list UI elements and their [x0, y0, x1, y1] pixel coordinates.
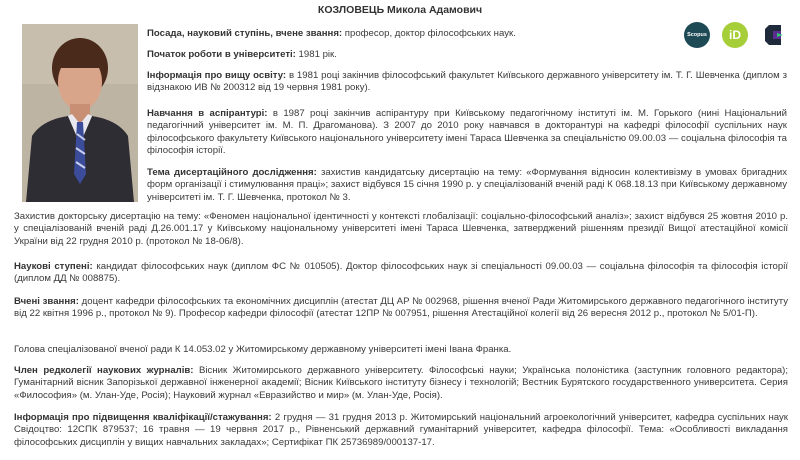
block-label: Інформація про підвищення кваліфікації/стажування:	[14, 412, 272, 423]
info-block-postgraduate	[147, 108, 787, 157]
block-text: кандидат філософських наук (диплом ФС № 010505). Доктор філософських наук зі спеціальності 09.00.03 — соціальна філософія та філософія історії (диплом ДД № 008875).	[14, 261, 788, 285]
block-label: Навчання в аспірантурі:	[147, 108, 268, 119]
block-text: захистив кандидатську дисертацію на тему: «Формування відносин колективізму в умовах бригадних форм організації і стимулювання праці»; захист відбувся 15 січня 1990 р. у спеціалізованій вченій раді К 068.18.13 при Київському державному університеті ім. Т. Г. Шевченка, протокол № 3.	[147, 167, 787, 203]
block-text: в 1981 році закінчив філософський факультет Київського державного університету ім. Т. Г. Шевченка (диплом з відзнакою ИВ № 200312 від 19 червня 1981 року).	[147, 70, 787, 94]
block-text: 1981 рік.	[295, 49, 337, 60]
block-text: Захистив докторську дисертацію на тему: «Феномен національної ідентичності у контексті глобалізації: соціально-філософський аналіз»; захист відбувся 25 жовтня 2010 р. у спеціалізованій вченій раді Д.26.001.17 у Київському національному університеті імені Тараса Шевченка, затверджений рішенням президії Вищої атестаційної комісії України від 22 грудня 2010 р. (протокол № 18-06/8).	[14, 211, 788, 247]
info-block-titles	[14, 296, 788, 321]
info-block-position	[147, 28, 787, 40]
info-block-degrees	[14, 261, 788, 286]
portrait-photo	[22, 24, 138, 202]
orcid-label: iD	[729, 28, 741, 42]
info-block-education	[147, 70, 787, 95]
info-block-dissertation	[147, 167, 787, 204]
info-block-doctoral	[14, 211, 788, 248]
info-block-start	[147, 49, 787, 61]
block-label: Наукові ступені:	[14, 261, 93, 272]
info-block-editorial	[14, 365, 788, 402]
block-text: 2 грудня — 31 грудня 2013 р. Житомирський національний агроекологічний університет, кафедра суспільних наук Свідоцтво: 12СПК 879537; 16 травня — 19 червня 2017 р., Рівненський державний гуманітарний університет, кафедра філософії. Тема: «Особливості викладання філософських дисциплін у вищих навчальних закладах»; Сертифікат ПК 25736989/000137-17.	[14, 412, 788, 448]
block-label: Посада, науковий ступінь, вчене звання:	[147, 28, 343, 39]
block-text: Голова спеціалізованої вченої ради К 14.053.02 у Житомирському державному університеті імені Івана Франка.	[14, 344, 512, 355]
info-block-training	[14, 412, 788, 449]
block-label: Тема дисертаційного дослідження:	[147, 167, 317, 178]
block-label: Вчені звання:	[14, 296, 79, 307]
info-block-council	[14, 344, 788, 356]
block-label: Інформація про вищу освіту:	[147, 70, 287, 81]
block-label: Член редколегії наукових журналів:	[14, 365, 194, 376]
block-text: Вісник Житомирського державного університету. Філософські науки; Українська полоністика (заступник головного редактора); Гуманітарний вісник Запорізької державної інженерної академії; Вісник Київського інституту бізнесу і технологій; Вестник Бурятского государственного университета. Серия «Философия» (м. Улан-Уде, Росія); Науковий журнал «Евразийство и мир» (м. Улан-Уде, Росія).	[14, 365, 788, 401]
block-text: професор, доктор філософських наук.	[342, 28, 516, 39]
block-text: в 1987 році закінчив аспірантуру при Київському педагогічному інституті ім. М. Горького (нині Національний педагогічний університет ім. М. П. Драгоманова). З 2007 до 2010 року навчався в докторантурі на кафедрі філософії суспільних наук філософського факультету Київського національного університету імені Тараса Шевченка за спеціальністю 09.00.03 — соціальна філософія та філософія історії.	[147, 108, 787, 156]
person-name: КОЗЛОВЕЦЬ Микола Адамович	[317, 4, 483, 16]
block-label: Початок роботи в університеті:	[147, 49, 296, 60]
block-text: доцент кафедри філософських та економічних дисциплін (атестат ДЦ АР № 002968, рішення вченої Ради Житомирського державного педагогічного інституту від 22 квітня 1996 р., протокол № 9). Професор кафедри філософії (атестат 12ПР № 007951, рішення Атестаційної колегії від 26 вересня 2012 р., протокол № 5/01-П).	[14, 296, 788, 320]
scopus-icon[interactable]: Scopus	[684, 22, 710, 48]
